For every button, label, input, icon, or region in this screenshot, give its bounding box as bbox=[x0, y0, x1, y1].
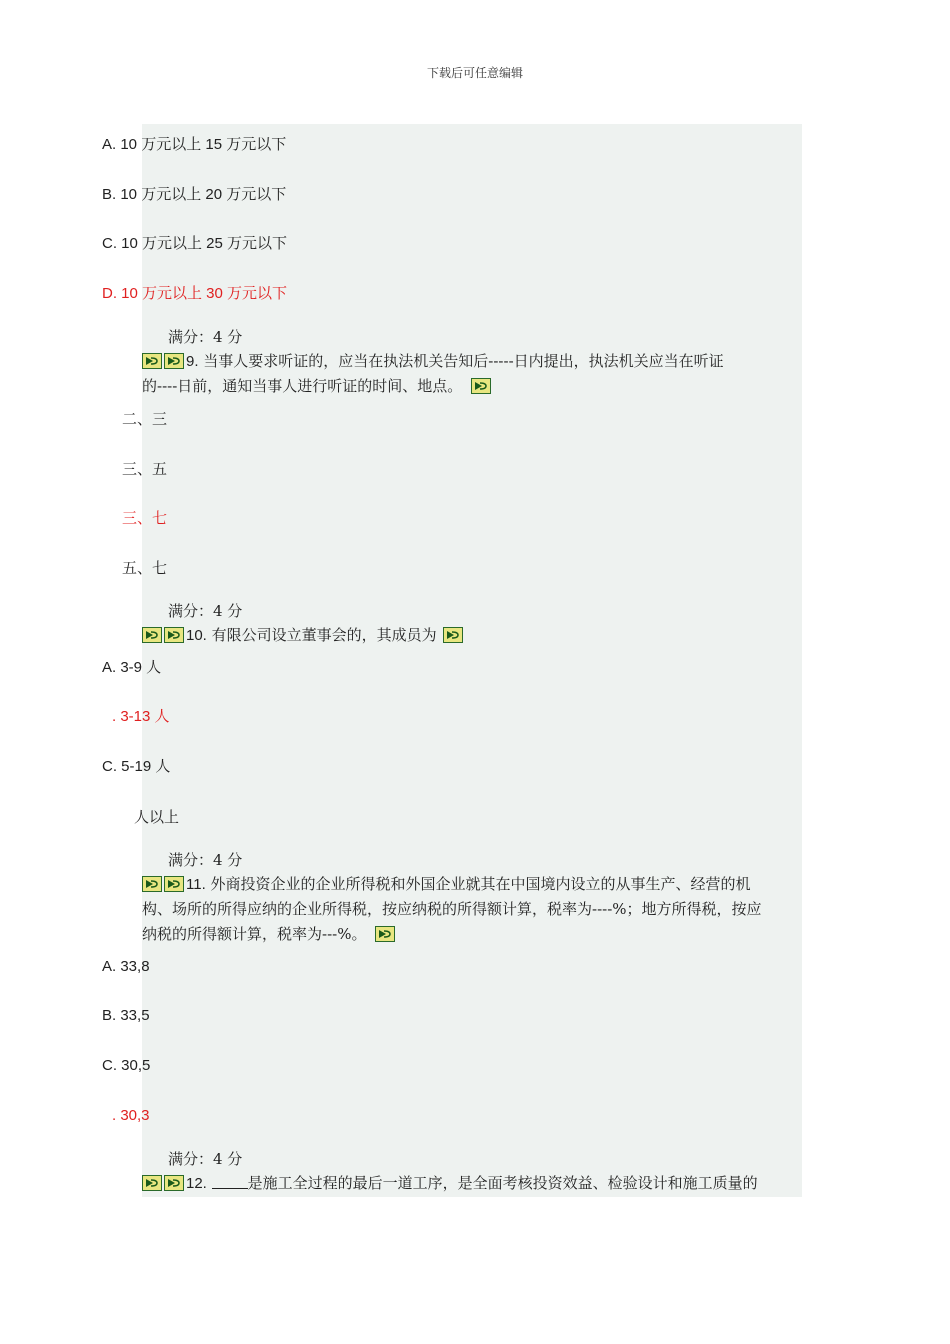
q10-score: 满分：4 分 bbox=[168, 851, 243, 869]
pencil-check-icon[interactable] bbox=[164, 876, 184, 892]
q10-text-line1: 有限公司设立董事会的，其成员为 bbox=[211, 626, 437, 644]
q11-question bbox=[142, 874, 751, 895]
q8-score: 满分：4 分 bbox=[168, 328, 243, 346]
pencil-hint-icon[interactable] bbox=[375, 926, 395, 942]
q12-blank bbox=[212, 1174, 248, 1189]
q9-number: 9. bbox=[186, 353, 199, 370]
q10-question bbox=[142, 625, 465, 646]
q11-text-line3: 纳税的所得额计算，税率为---%。 bbox=[142, 925, 367, 943]
q9-question bbox=[142, 351, 724, 372]
q8-option-b[interactable]: B. 10 万元以上 20 万元以下 bbox=[102, 186, 287, 203]
pencil-answer-icon[interactable] bbox=[142, 353, 162, 369]
q9-option-3-correct[interactable]: 三、七 bbox=[122, 509, 168, 527]
q10-option-d[interactable]: 人以上 bbox=[134, 808, 180, 826]
q9-score: 满分：4 分 bbox=[168, 602, 243, 620]
q11-option-a[interactable]: A. 33,8 bbox=[102, 958, 150, 975]
q11-score: 满分：4 分 bbox=[168, 1150, 243, 1168]
q10-number: 10. bbox=[186, 627, 207, 644]
pencil-hint-icon[interactable] bbox=[471, 378, 491, 394]
q9-option-4[interactable]: 五、七 bbox=[122, 559, 168, 577]
q8-option-a[interactable]: A. 10 万元以上 15 万元以下 bbox=[102, 136, 287, 153]
pencil-answer-icon[interactable] bbox=[142, 627, 162, 643]
q10-option-a[interactable]: A. 3-9 人 bbox=[102, 659, 162, 676]
q10-option-b-correct[interactable]: . 3-13 人 bbox=[112, 708, 170, 725]
pencil-answer-icon[interactable] bbox=[142, 876, 162, 892]
pencil-check-icon[interactable] bbox=[164, 627, 184, 643]
q11-option-d-correct[interactable]: . 30,3 bbox=[112, 1107, 150, 1124]
q9-question-cont bbox=[142, 376, 493, 396]
pencil-check-icon[interactable] bbox=[164, 1175, 184, 1191]
pencil-answer-icon[interactable] bbox=[142, 1175, 162, 1191]
q12-number: 12. bbox=[186, 1175, 207, 1192]
pencil-check-icon[interactable] bbox=[164, 353, 184, 369]
q11-text-line2: 构、场所的所得应纳的企业所得税，按应纳税的所得额计算，税率为----%；地方所得税，按应 bbox=[142, 900, 762, 918]
q10-option-c[interactable]: C. 5-19 人 bbox=[102, 758, 171, 775]
q8-option-d-correct[interactable]: D. 10 万元以上 30 万元以下 bbox=[102, 285, 288, 302]
q9-text-line1: 当事人要求听证的，应当在执法机关告知后-----日内提出，执法机关应当在听证 bbox=[203, 352, 724, 370]
q9-option-2[interactable]: 三、五 bbox=[122, 460, 168, 478]
page-header: 下载后可任意编辑 bbox=[426, 66, 523, 80]
pencil-hint-icon[interactable] bbox=[443, 627, 463, 643]
q8-option-c[interactable]: C. 10 万元以上 25 万元以下 bbox=[102, 235, 288, 252]
q9-text-line2: 的----日前，通知当事人进行听证的时间、地点。 bbox=[142, 377, 463, 395]
q11-option-b[interactable]: B. 33,5 bbox=[102, 1007, 150, 1024]
q12-question bbox=[142, 1173, 758, 1194]
q11-text-line1: 外商投资企业的企业所得税和外国企业就其在中国境内设立的从事生产、经营的机 bbox=[210, 875, 751, 893]
q12-text-line1: 是施工全过程的最后一道工序，是全面考核投资效益、检验设计和施工质量的 bbox=[247, 1174, 758, 1192]
q9-option-1[interactable]: 二、三 bbox=[122, 410, 168, 428]
q11-number: 11. bbox=[186, 876, 206, 893]
q11-option-c[interactable]: C. 30,5 bbox=[102, 1057, 151, 1074]
q11-question-cont bbox=[142, 924, 397, 944]
